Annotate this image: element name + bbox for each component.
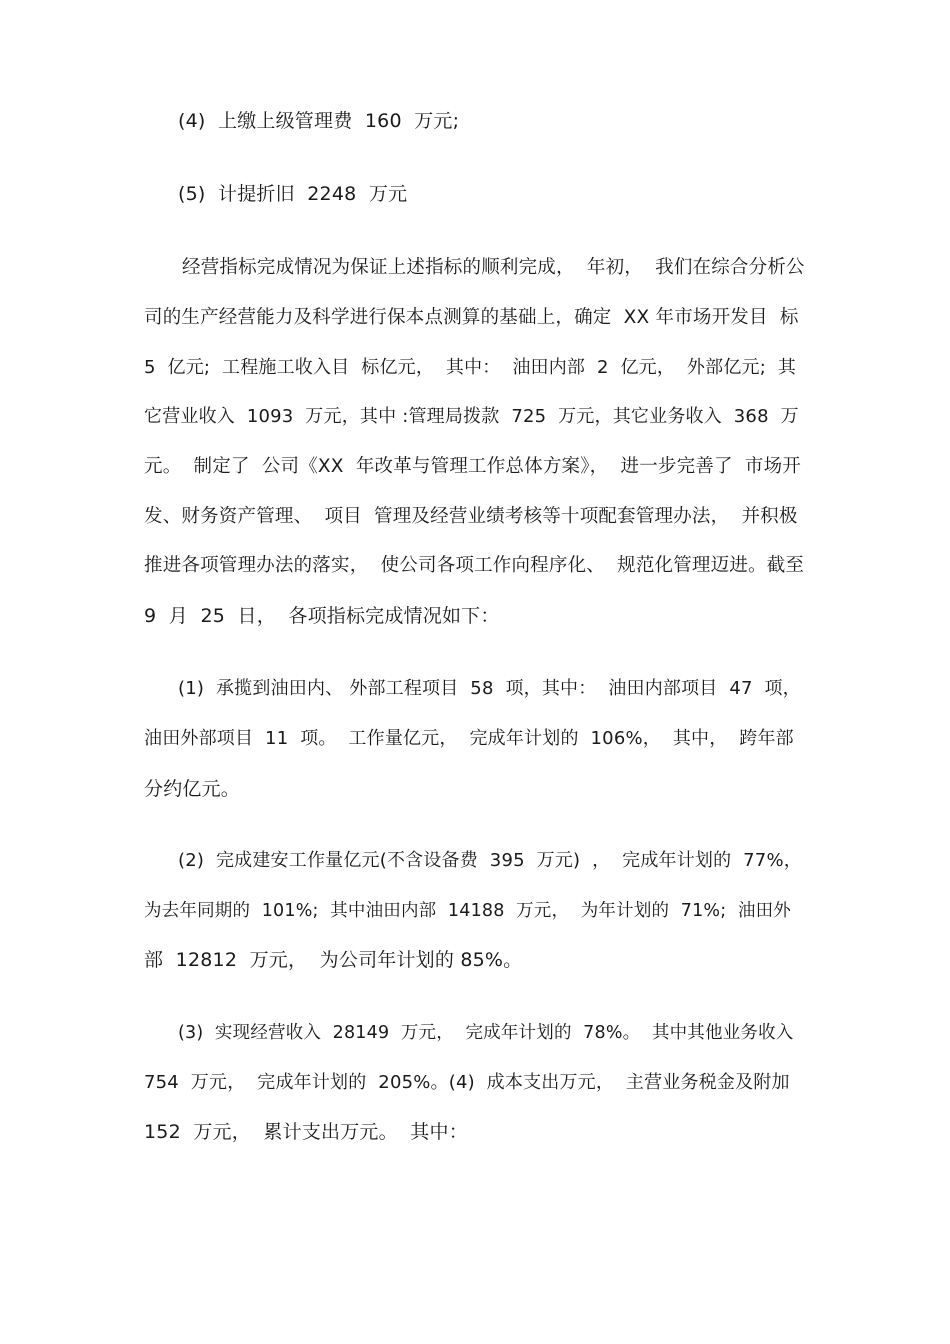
item-5-line: (5) 计提折旧 2248 万元 <box>178 183 408 205</box>
item-3-line: (3) 实现经营收入 28149 万元， 完成年计划的 78%。 其中其他业务收入 <box>178 1023 794 1043</box>
paragraph-line: 推进各项管理办法的落实， 使公司各项工作向程序化、 规范化管理迈进。截至 <box>144 555 805 576</box>
item-2-line: (2) 完成建安工作量亿元(不含设备费 395 万元) ， 完成年计划的 77%， <box>178 850 802 871</box>
item-1-line: (1) 承揽到油田内、 外部工程项目 58 项，其中： 油田内部项目 47 项， <box>178 678 801 699</box>
item-2-line: 部 12812 万元， 为公司年计划的 85%。 <box>144 949 523 971</box>
paragraph-line: 它营业收入 1093 万元，其中 :管理局拨款 725 万元，其它业务收入 368 万 <box>144 406 799 427</box>
paragraph-line: 发、财务资产管理、 项目 管理及经营业绩考核等十项配套管理办法， 并积极 <box>144 506 798 527</box>
item-4-line: (4) 上缴上级管理费 160 万元; <box>178 110 460 132</box>
item-2-line: 为去年同期的 101%; 其中油田内部 14188 万元， 为年计划的 71%; 油田外 <box>144 901 791 921</box>
paragraph-line: 司的生产经营能力及科学进行保本点测算的基础上，确定 XX 年市场开发目 标 <box>144 307 799 328</box>
paragraph-line: 9 月 25 日， 各项指标完成情况如下： <box>144 605 500 627</box>
paragraph-line: 经营指标完成情况为保证上述指标的顺利完成， 年初， 我们在综合分析公 <box>182 257 805 278</box>
item-3-line: 754 万元， 完成年计划的 205%。(4) 成本支出万元， 主营业务税金及附加 <box>144 1072 790 1093</box>
item-3-line: 152 万元， 累计支出万元。 其中： <box>144 1121 468 1143</box>
paragraph-line: 5 亿元; 工程施工收入目 标亿元， 其中： 油田内部 2 亿元， 外部亿元; 其 <box>144 357 797 378</box>
item-1-line: 油田外部项目 11 项。 工作量亿元， 完成年计划的 106%， 其中， 跨年部 <box>144 728 794 749</box>
item-1-line: 分约亿元。 <box>144 778 241 800</box>
paragraph-line: 元。 制定了 公司《XX 年改革与管理工作总体方案》， 进一步完善了 市场开 <box>144 456 802 477</box>
